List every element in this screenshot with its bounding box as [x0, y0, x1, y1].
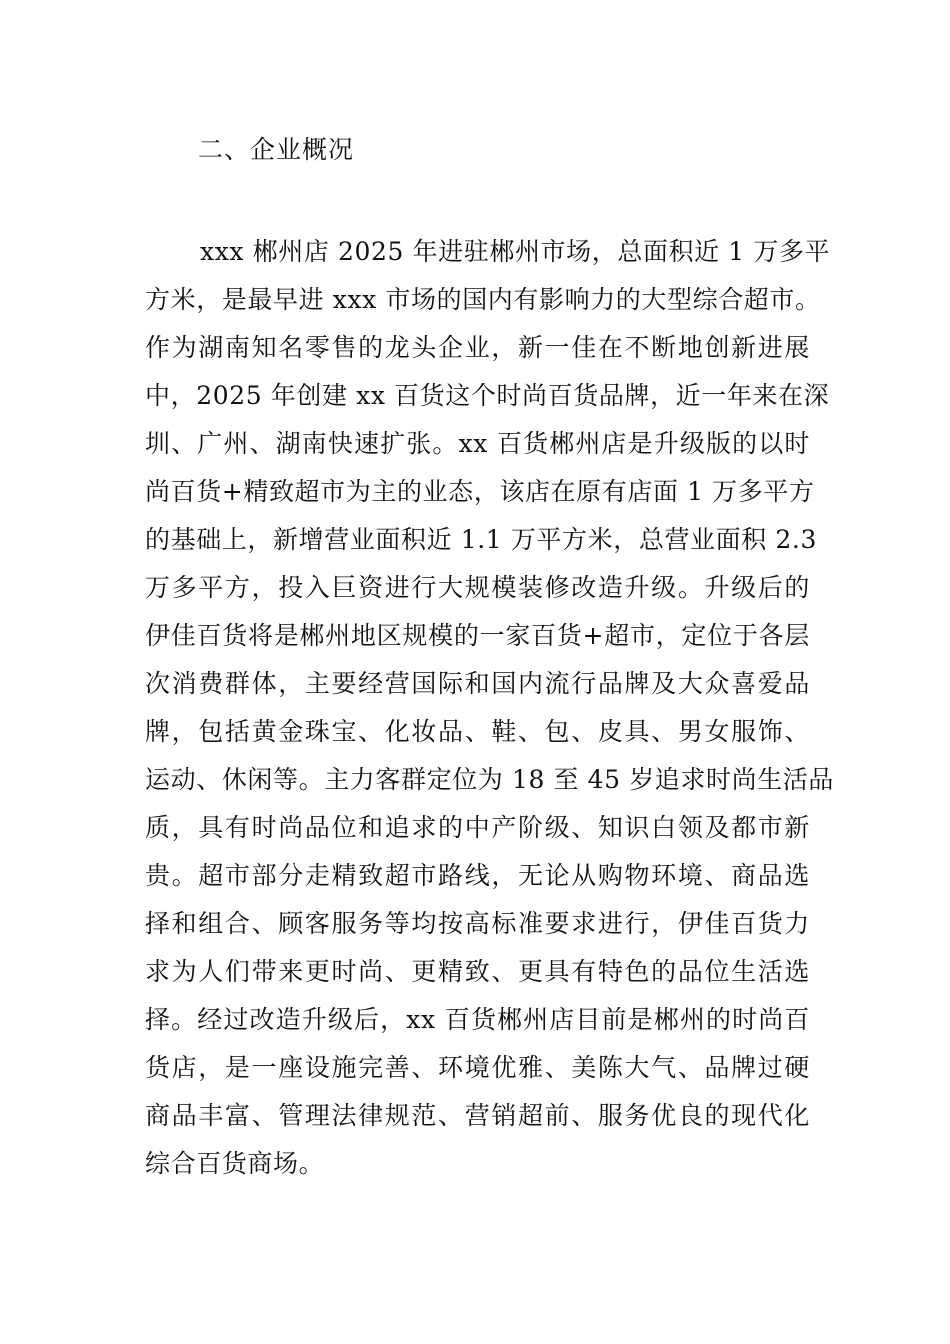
paragraph-line: 万多平方，投入巨资进行大规模装修改造升级。升级后的: [145, 573, 810, 602]
paragraph-line: 商品丰富、管理法律规范、营销超前、服务优良的现代化: [145, 1101, 810, 1130]
paragraph-line: 中，2025 年创建 xx 百货这个时尚百货品牌，近一年来在深: [145, 381, 830, 410]
paragraph-line: xxx 郴州店 2025 年进驻郴州市场，总面积近 1 万多平: [200, 237, 831, 266]
paragraph-line: 质，具有时尚品位和追求的中产阶级、知识白领及都市新: [145, 813, 810, 842]
paragraph-line: 择。经过改造升级后，xx 百货郴州店目前是郴州的时尚百: [145, 1005, 810, 1034]
paragraph-line: 运动、休闲等。主力客群定位为 18 至 45 岁追求时尚生活品: [145, 765, 835, 794]
paragraph-line: 牌，包括黄金珠宝、化妆品、鞋、包、皮具、男女服饰、: [145, 717, 810, 746]
paragraph-line: 伊佳百货将是郴州地区规模的一家百货+超市，定位于各层: [145, 621, 810, 650]
paragraph-line: 尚百货+精致超市为主的业态，该店在原有店面 1 万多平方: [145, 477, 815, 506]
paragraph-line: 圳、广州、湖南快速扩张。xx 百货郴州店是升级版的以时: [145, 429, 810, 458]
paragraph-line: 择和组合、顾客服务等均按高标准要求进行，伊佳百货力: [145, 909, 810, 938]
paragraph-line: 货店，是一座设施完善、环境优雅、美陈大气、品牌过硬: [145, 1053, 810, 1082]
paragraph-line: 方米，是最早进 xxx 市场的国内有影响力的大型综合超市。: [145, 285, 821, 314]
section-heading: 二、企业概况: [198, 135, 355, 164]
paragraph-line: 贵。超市部分走精致超市路线，无论从购物环境、商品选: [145, 861, 810, 890]
paragraph-line: 次消费群体，主要经营国际和国内流行品牌及大众喜爱品: [145, 669, 810, 698]
paragraph-line: 求为人们带来更时尚、更精致、更具有特色的品位生活选: [145, 957, 810, 986]
paragraph-line: 作为湖南知名零售的龙头企业，新一佳在不断地创新进展: [145, 333, 810, 362]
paragraph-line: 的基础上，新增营业面积近 1.1 万平方米，总营业面积 2.3: [145, 525, 817, 554]
paragraph-line: 综合百货商场。: [145, 1149, 325, 1178]
